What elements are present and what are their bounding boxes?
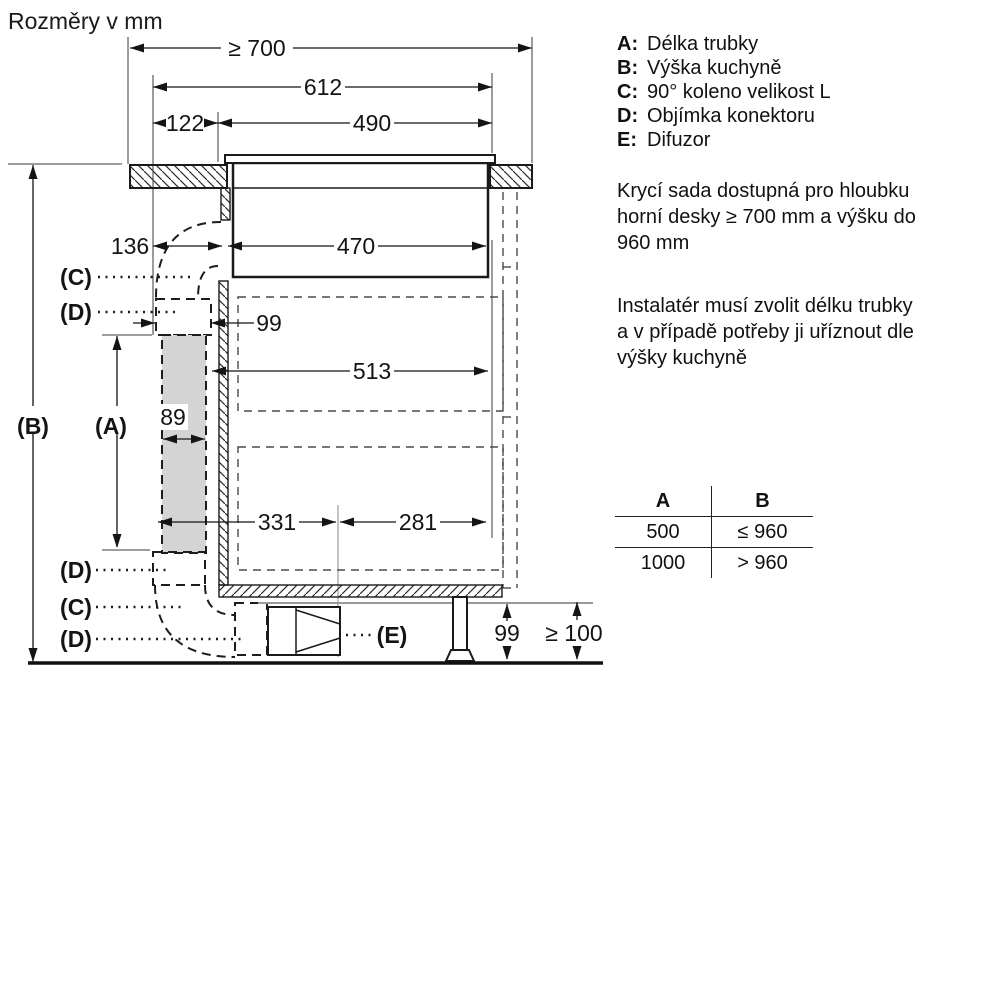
svg-text:(B): (B): [17, 413, 49, 439]
connector-sleeve-top: [156, 299, 211, 335]
worktop-left: [130, 165, 227, 188]
dim-duct-offset: [111, 233, 222, 259]
callout-c-bottom: (C): [60, 594, 92, 620]
legend-item-a: A: Délka trubky: [617, 33, 759, 55]
callout-c-top: (C): [60, 264, 92, 290]
svg-text:331: 331: [257, 509, 297, 535]
svg-text:(A): (A): [95, 413, 127, 439]
elbow-top-inner: [198, 266, 218, 298]
dim-plinth-height: [494, 604, 520, 660]
cabinet-leg: [453, 597, 467, 650]
svg-text:612: 612: [303, 74, 343, 100]
dim-worktop-depth: [130, 35, 532, 61]
callout-d-mid: (D): [60, 557, 92, 583]
note-cover-kit: Krycí sada dostupná pro hloubku horní desky ≥ 700 mm a výšku do 960 mm: [617, 180, 916, 254]
svg-text:99: 99: [494, 620, 520, 646]
table-header-b: B: [711, 486, 813, 517]
worktop-right: [490, 165, 532, 188]
hob-body: [233, 163, 488, 277]
connector-sleeve-mid: [153, 552, 205, 585]
dim-cutout-depth: [218, 110, 492, 136]
svg-text:≥ 100: ≥ 100: [545, 620, 603, 646]
callout-d-bottom: (D): [60, 626, 92, 652]
svg-text:490: 490: [352, 110, 392, 136]
size-table: [615, 486, 813, 578]
svg-text:89: 89: [160, 404, 186, 430]
svg-text:281: 281: [398, 509, 438, 535]
legend-item-c: C: 90° koleno velikost L: [617, 81, 831, 103]
dim-floor-clearance: [545, 602, 602, 660]
table-header-a: A: [615, 486, 711, 517]
table-cell: ≤ 960: [711, 517, 813, 548]
diffuser: [268, 607, 340, 655]
callout-a-dimension: [95, 336, 127, 548]
table-cell: 500: [615, 517, 711, 548]
legend-item-e: E: Difuzor: [617, 129, 711, 151]
svg-text:≥ 700: ≥ 700: [228, 35, 286, 61]
svg-text:122: 122: [165, 110, 205, 136]
svg-text:470: 470: [336, 233, 376, 259]
dim-rear-offset: [153, 110, 218, 136]
legend-item-b: B: Výška kuchyně: [617, 57, 782, 79]
callout-b-dimension: [17, 165, 49, 662]
table-cell: 1000: [640, 551, 686, 574]
callout-d-top: (D): [60, 299, 92, 325]
note-installer: Instalatér musí zvolit délku trubky a v případě potřeby ji uříznout dle výšky kuchyně: [617, 295, 914, 369]
svg-text:99: 99: [256, 310, 282, 336]
air-outlet-spigot: [221, 188, 230, 220]
cabinet-leg-foot: [446, 650, 474, 661]
hob-glass-top: [225, 155, 495, 163]
connector-sleeve-bottom: [235, 603, 267, 655]
dim-overall-depth: [153, 74, 492, 100]
legend-item-d: D: Objímka konektoru: [617, 105, 815, 127]
legend: [617, 32, 831, 152]
page-title: Rozměry v mm: [8, 8, 163, 34]
elbow-top-outer: [156, 222, 221, 298]
dim-cabinet-inner-depth: [212, 358, 488, 384]
svg-text:513: 513: [352, 358, 392, 384]
svg-text:136: 136: [110, 233, 150, 259]
cabinet-bottom-panel: [219, 585, 502, 597]
dim-rear-span: [340, 509, 486, 535]
callout-e: (E): [376, 622, 408, 648]
table-cell: > 960: [711, 548, 813, 578]
